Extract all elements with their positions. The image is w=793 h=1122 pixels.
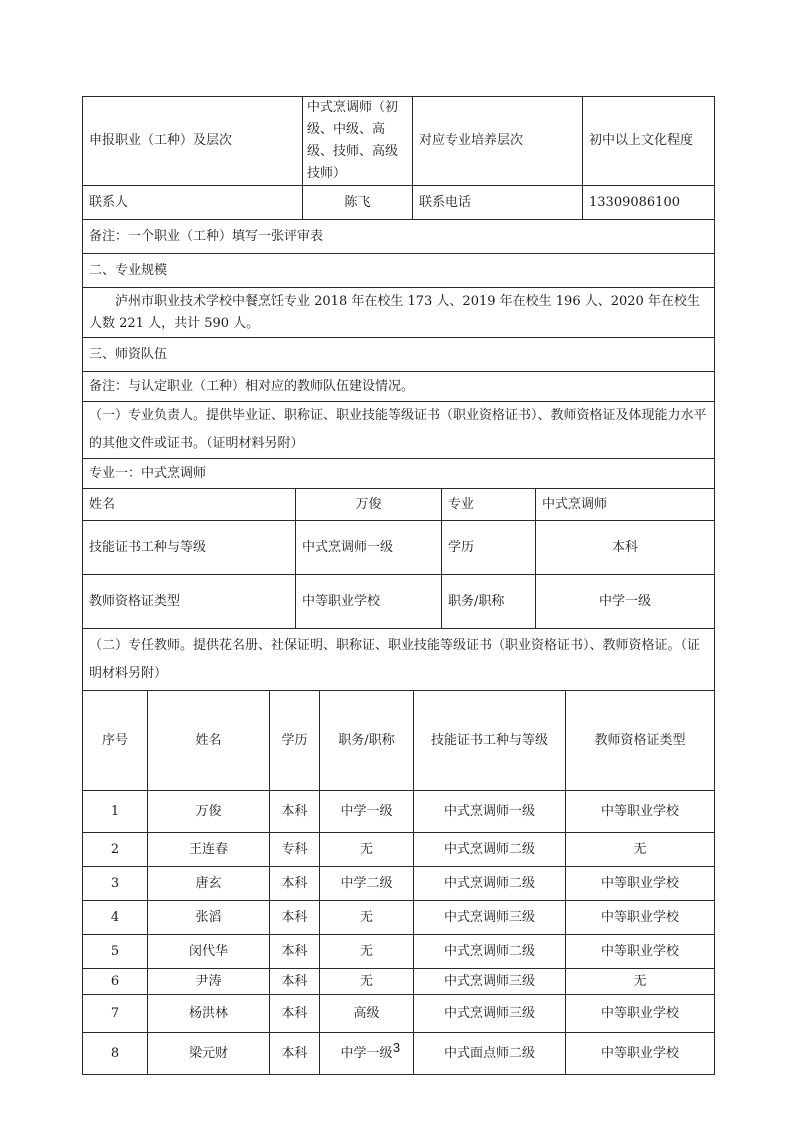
- cell-name: 万俊: [148, 791, 270, 833]
- cell-education: 本科: [270, 935, 320, 969]
- cell-education: 本科: [270, 995, 320, 1033]
- cell-index: 1: [83, 791, 148, 833]
- cell-index: 3: [83, 867, 148, 901]
- cell-cert: 中等职业学校: [566, 791, 715, 833]
- lead-cert-value: 中等职业学校: [296, 575, 442, 629]
- table-row: [83, 995, 715, 1033]
- lead-edu-label: 学历: [442, 521, 536, 575]
- cell-index: 7: [83, 995, 148, 1033]
- header-index: 序号: [83, 691, 148, 791]
- cell-skill: 中式烹调师二级: [414, 935, 566, 969]
- contact-row: [83, 186, 715, 220]
- header-skill: 技能证书工种与等级: [414, 691, 566, 791]
- table-row: [83, 867, 715, 901]
- cell-cert: 中等职业学校: [566, 995, 715, 1033]
- table-row: [83, 901, 715, 935]
- teachers-table: [82, 690, 715, 1075]
- cell-cert: 无: [566, 969, 715, 995]
- cell-cert: 中等职业学校: [566, 901, 715, 935]
- section-2-title: 二、专业规模: [83, 254, 715, 288]
- cell-title: 无: [320, 969, 414, 995]
- lead-skill-value: 中式烹调师一级: [296, 521, 442, 575]
- contact-value: 陈飞: [303, 186, 413, 220]
- apply-row: [83, 97, 715, 186]
- header-cert: 教师资格证类型: [566, 691, 715, 791]
- cell-cert: 中等职业学校: [566, 935, 715, 969]
- cell-title: 中学一级: [320, 1033, 414, 1075]
- cell-index: 6: [83, 969, 148, 995]
- lead-edu-value: 本科: [536, 521, 715, 575]
- contact-label: 联系人: [83, 186, 303, 220]
- cell-education: 本科: [270, 969, 320, 995]
- cell-name: 杨洪林: [148, 995, 270, 1033]
- cell-title: 无: [320, 935, 414, 969]
- section-2-text: 泸州市职业技术学校中餐烹饪专业 2018 年在校生 173 人、2019 年在校生 196 人、2020 年在校生人数 221 人，共计 590 人。: [83, 288, 715, 338]
- cell-education: 本科: [270, 901, 320, 935]
- lead-table: [82, 488, 715, 691]
- cell-index: 4: [83, 901, 148, 935]
- apply-value: 中式烹调师（初级、中级、高级、技师、高级技师）: [303, 97, 413, 186]
- cell-title: 中学一级: [320, 791, 414, 833]
- cell-cert: 中等职业学校: [566, 1033, 715, 1075]
- section-3-title: 三、师资队伍: [83, 338, 715, 372]
- cell-education: 本科: [270, 1033, 320, 1075]
- header-education: 学历: [270, 691, 320, 791]
- phone-value: 13309086100: [583, 186, 715, 220]
- table-row: [83, 969, 715, 995]
- cell-cert: 中等职业学校: [566, 867, 715, 901]
- teacher-rows: [83, 791, 715, 1075]
- cell-title: 高级: [320, 995, 414, 1033]
- cell-index: 2: [83, 833, 148, 867]
- cell-skill: 中式烹调师三级: [414, 901, 566, 935]
- header-name: 姓名: [148, 691, 270, 791]
- cell-index: 8: [83, 1033, 148, 1075]
- cell-title: 无: [320, 833, 414, 867]
- lead-name-value: 万俊: [296, 489, 442, 521]
- cell-education: 本科: [270, 791, 320, 833]
- cell-name: 闵代华: [148, 935, 270, 969]
- lead-description: （一）专业负责人。提供毕业证、职称证、职业技能等级证书（职业资格证书）、教师资格证及体现能力水平的其他文件或证书。（证明材料另附）: [83, 402, 715, 459]
- cell-skill: 中式烹调师三级: [414, 995, 566, 1033]
- cell-title: 无: [320, 901, 414, 935]
- cell-skill: 中式面点师二级: [414, 1033, 566, 1075]
- cell-education: 本科: [270, 867, 320, 901]
- cell-skill: 中式烹调师二级: [414, 833, 566, 867]
- form-page: [82, 96, 714, 1075]
- header-title: 职务/职称: [320, 691, 414, 791]
- cell-name: 梁元财: [148, 1033, 270, 1075]
- lead-skill-label: 技能证书工种与等级: [83, 521, 296, 575]
- cell-skill: 中式烹调师一级: [414, 791, 566, 833]
- cell-name: 唐玄: [148, 867, 270, 901]
- table-row: [83, 791, 715, 833]
- cell-skill: 中式烹调师三级: [414, 969, 566, 995]
- cell-name: 尹涛: [148, 969, 270, 995]
- cell-name: 张滔: [148, 901, 270, 935]
- note-one-form: 备注：一个职业（工种）填写一张评审表: [83, 220, 715, 254]
- cell-education: 专科: [270, 833, 320, 867]
- table-row: [83, 833, 715, 867]
- apply-label: 申报职业（工种）及层次: [83, 97, 303, 186]
- cell-name: 王连春: [148, 833, 270, 867]
- lead-name-label: 姓名: [83, 489, 296, 521]
- page-number: 3: [392, 1040, 401, 1055]
- level-value: 初中以上文化程度: [583, 97, 715, 186]
- cell-title: 中学二级: [320, 867, 414, 901]
- section-3-note: 备注：与认定职业（工种）相对应的教师队伍建设情况。: [83, 372, 715, 402]
- info-table: [82, 96, 715, 489]
- teachers-description: （二）专任教师。提供花名册、社保证明、职称证、职业技能等级证书（职业资格证书）、教师资格证。（证明材料另附）: [83, 629, 715, 691]
- table-row: [83, 935, 715, 969]
- cell-index: 5: [83, 935, 148, 969]
- phone-label: 联系电话: [413, 186, 583, 220]
- lead-major-value: 中式烹调师: [536, 489, 715, 521]
- cell-skill: 中式烹调师二级: [414, 867, 566, 901]
- major-title: 专业一：中式烹调师: [83, 459, 715, 489]
- level-label: 对应专业培养层次: [413, 97, 583, 186]
- cell-cert: 无: [566, 833, 715, 867]
- lead-major-label: 专业: [442, 489, 536, 521]
- lead-title-label: 职务/职称: [442, 575, 536, 629]
- lead-title-value: 中学一级: [536, 575, 715, 629]
- lead-cert-label: 教师资格证类型: [83, 575, 296, 629]
- teachers-header-row: [83, 691, 715, 791]
